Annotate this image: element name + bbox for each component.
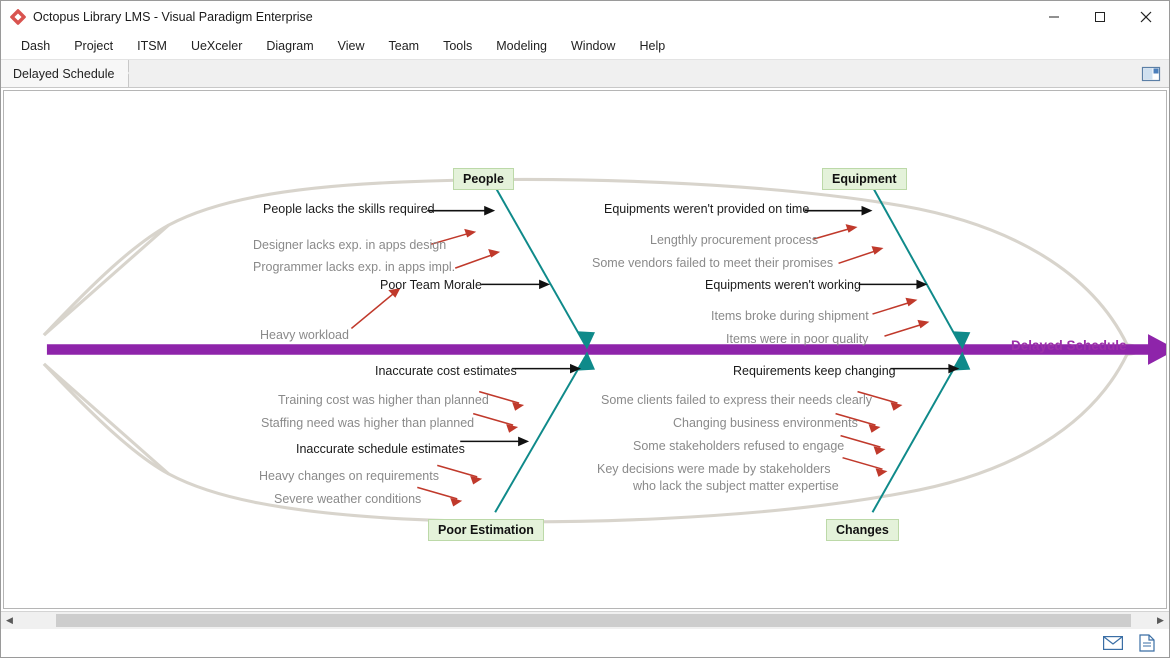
subcause-arrow-procurement (813, 228, 853, 239)
subcause-arrow-workload (351, 292, 395, 328)
subcause-label-training-cost[interactable]: Training cost was higher than planned (278, 393, 489, 407)
scroll-right-arrow-icon[interactable]: ▶ (1152, 612, 1169, 629)
menu-item-window[interactable]: Window (571, 39, 616, 53)
subcause-arrow-key-decisions (843, 458, 883, 469)
cause-label-schedule-estimates[interactable]: Inaccurate schedule estimates (296, 442, 465, 456)
subcause-label-staffing[interactable]: Staffing need was higher than planned (261, 416, 475, 430)
menu-item-itsm[interactable]: ITSM (137, 39, 167, 53)
menu-item-help[interactable]: Help (639, 39, 666, 53)
category-label: People (463, 172, 504, 186)
menu-item-uexceler[interactable]: UeXceler (190, 39, 243, 53)
fish-outline-bottom (44, 354, 1127, 522)
fishbone-diagram-graphics (4, 91, 1166, 608)
subcause-label-weather[interactable]: Severe weather conditions (274, 492, 422, 506)
menu-item-diagram[interactable]: Diagram (266, 39, 314, 53)
cause-label-team-morale[interactable]: Poor Team Morale (380, 278, 482, 292)
category-label: Equipment (832, 172, 897, 186)
scrollbar-track[interactable] (18, 612, 1152, 629)
category-box-people[interactable] (453, 168, 514, 190)
subcause-arrow-heavy-changes (437, 465, 477, 476)
menu-item-project[interactable]: Project (74, 39, 114, 53)
subcause-label-heavy-changes[interactable]: Heavy changes on requirements (259, 469, 439, 483)
minimize-button[interactable] (1031, 1, 1077, 32)
category-bone-equipment (873, 187, 961, 345)
subcause-arrow-programmer (455, 254, 495, 268)
horizontal-scrollbar[interactable] (1, 611, 1169, 629)
status-bar (1, 629, 1169, 657)
maximize-button[interactable] (1077, 1, 1123, 32)
close-button[interactable] (1123, 1, 1169, 32)
effect-label: Delayed Schedule (1011, 338, 1127, 353)
fish-tail-lower (44, 364, 169, 474)
menu-item-view[interactable]: View (337, 39, 365, 53)
category-box-poor-estimation[interactable] (428, 519, 544, 541)
window-controls (1031, 1, 1169, 32)
subcause-arrow-vendors (839, 250, 879, 263)
diamond-logo-icon (10, 9, 26, 25)
scrollbar-thumb[interactable] (56, 614, 1131, 627)
subcause-label-quality[interactable]: Items were in poor quality (726, 332, 869, 346)
tab-delayed-schedule[interactable] (1, 60, 129, 87)
title-bar (1, 1, 1169, 33)
menu-item-dash[interactable]: Dash (21, 39, 51, 53)
mail-icon[interactable] (1103, 636, 1123, 650)
subcause-label-workload[interactable]: Heavy workload (260, 328, 349, 342)
spine-arrowhead (1148, 334, 1166, 365)
panel-toggle-icon[interactable] (1141, 60, 1161, 87)
menu-item-modeling[interactable]: Modeling (496, 39, 547, 53)
category-label: Poor Estimation (438, 523, 534, 537)
fish-tail-upper (44, 225, 169, 335)
subcause-label-broke[interactable]: Items broke during shipment (711, 309, 869, 323)
subcause-arrow-quality (884, 324, 924, 336)
cause-label-requirements[interactable]: Requirements keep changing (733, 364, 896, 378)
subcause-arrow-staffing (473, 414, 513, 425)
cause-label-people-skills[interactable]: People lacks the skills required (263, 202, 435, 216)
window-title: Octopus Library LMS - Visual Paradigm Enterprise (33, 9, 313, 24)
cause-label-equip-ontime[interactable]: Equipments weren't provided on time (604, 202, 810, 216)
category-bone-estimation (495, 357, 585, 512)
subcause-arrow-weather (417, 487, 457, 498)
diagram-canvas[interactable] (3, 90, 1167, 609)
subcause-label-procurement[interactable]: Lengthly procurement process (650, 233, 819, 247)
document-icon[interactable] (1139, 634, 1155, 652)
category-label: Changes (836, 523, 889, 537)
category-box-equipment[interactable] (822, 168, 907, 190)
fish-outline-top (44, 179, 1127, 344)
subcause-label-business-env[interactable]: Changing business environments (673, 416, 858, 430)
subcause-arrow-broke (873, 302, 913, 314)
subcause-label-designer[interactable]: Designer lacks exp. in apps design (253, 238, 447, 252)
cause-label-cost-estimates[interactable]: Inaccurate cost estimates (375, 364, 517, 378)
category-bone-people (495, 187, 585, 345)
tab-label: Delayed Schedule (13, 66, 115, 81)
subcause-label-clients[interactable]: Some clients failed to express their needs clearly (601, 393, 872, 407)
menu-item-tools[interactable]: Tools (443, 39, 473, 53)
subcause-label-vendors[interactable]: Some vendors failed to meet their promises (592, 256, 834, 270)
subcause-label-key-decisions-cont[interactable]: who lack the subject matter expertise (633, 479, 839, 493)
menu-bar (1, 33, 1169, 60)
subcause-label-key-decisions[interactable]: Key decisions were made by stakeholders (597, 462, 831, 476)
menu-item-team[interactable]: Team (388, 39, 420, 53)
cause-label-equip-working[interactable]: Equipments weren't working (705, 278, 861, 292)
subcause-label-stakeholders[interactable]: Some stakeholders refused to engage (633, 439, 845, 453)
document-tab-strip (1, 60, 1169, 88)
scroll-left-arrow-icon[interactable]: ◀ (1, 612, 18, 629)
subcause-label-programmer[interactable]: Programmer lacks exp. in apps impl. (253, 260, 456, 274)
subcause-arrow-stakeholders (841, 436, 881, 447)
category-box-changes[interactable] (826, 519, 899, 541)
